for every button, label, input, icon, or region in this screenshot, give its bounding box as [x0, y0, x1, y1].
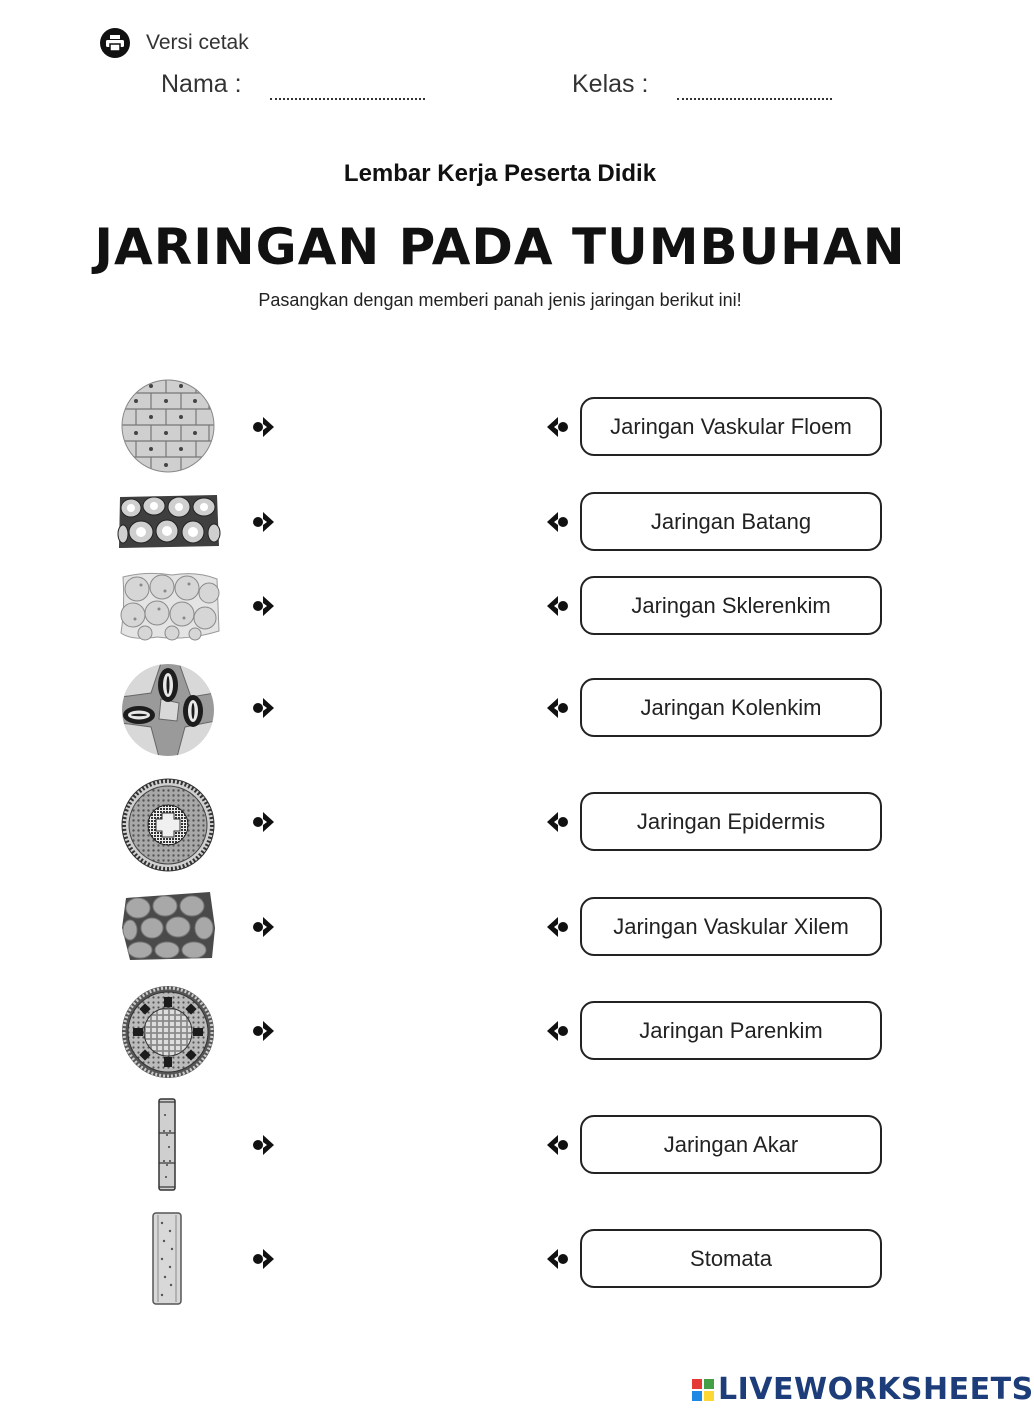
worksheet-title: JARINGAN PADA TUMBUHAN [94, 218, 906, 276]
match-dot-right[interactable] [541, 509, 571, 535]
match-dot-left[interactable] [250, 914, 280, 940]
phloem-tube-image [156, 1097, 178, 1192]
match-dot-right[interactable] [541, 809, 571, 835]
liveworksheets-logo [692, 1372, 1034, 1407]
xylem-tube-image [150, 1211, 184, 1306]
root-cross-section-image [121, 778, 215, 872]
answer-option[interactable]: Jaringan Batang [580, 492, 882, 551]
match-dot-left[interactable] [250, 593, 280, 619]
liveworksheets-logo-icon [692, 1379, 714, 1401]
stem-cross-section-image [121, 985, 215, 1079]
print-version-button[interactable] [100, 28, 249, 58]
answer-option[interactable]: Stomata [580, 1229, 882, 1288]
match-dot-right[interactable] [541, 1246, 571, 1272]
printer-icon [100, 28, 130, 58]
name-field[interactable] [270, 80, 425, 100]
print-version-label: Versi cetak [146, 31, 249, 54]
collenchyma-cells-image [120, 890, 216, 962]
worksheet-instruction: Pasangkan dengan memberi panah jenis jaringan berikut ini! [258, 290, 742, 310]
match-dot-right[interactable] [541, 1132, 571, 1158]
match-dot-right[interactable] [541, 414, 571, 440]
match-dot-left[interactable] [250, 414, 280, 440]
match-dot-left[interactable] [250, 1246, 280, 1272]
answer-option[interactable]: Jaringan Vaskular Floem [580, 397, 882, 456]
answer-option[interactable]: Jaringan Epidermis [580, 792, 882, 851]
answer-option[interactable]: Jaringan Kolenkim [580, 678, 882, 737]
class-label: Kelas : [572, 70, 649, 98]
match-dot-left[interactable] [250, 509, 280, 535]
liveworksheets-logo-text: LIVEWORKSHEETS [718, 1372, 1034, 1407]
match-dot-left[interactable] [250, 695, 280, 721]
worksheet-subtitle: Lembar Kerja Peserta Didik [343, 160, 657, 187]
epidermis-cells-image [121, 379, 215, 473]
answer-option[interactable]: Jaringan Sklerenkim [580, 576, 882, 635]
class-field[interactable] [677, 80, 832, 100]
match-dot-right[interactable] [541, 1018, 571, 1044]
match-dot-right[interactable] [541, 695, 571, 721]
answer-option[interactable]: Jaringan Akar [580, 1115, 882, 1174]
answer-option[interactable]: Jaringan Vaskular Xilem [580, 897, 882, 956]
parenchyma-cells-image [117, 571, 220, 641]
match-dot-right[interactable] [541, 914, 571, 940]
match-dot-right[interactable] [541, 593, 571, 619]
answer-option[interactable]: Jaringan Parenkim [580, 1001, 882, 1060]
match-dot-left[interactable] [250, 1018, 280, 1044]
stomata-cells-image [121, 663, 215, 757]
name-label: Nama : [161, 70, 242, 98]
match-dot-left[interactable] [250, 809, 280, 835]
sclerenchyma-cells-image [117, 494, 220, 549]
match-dot-left[interactable] [250, 1132, 280, 1158]
